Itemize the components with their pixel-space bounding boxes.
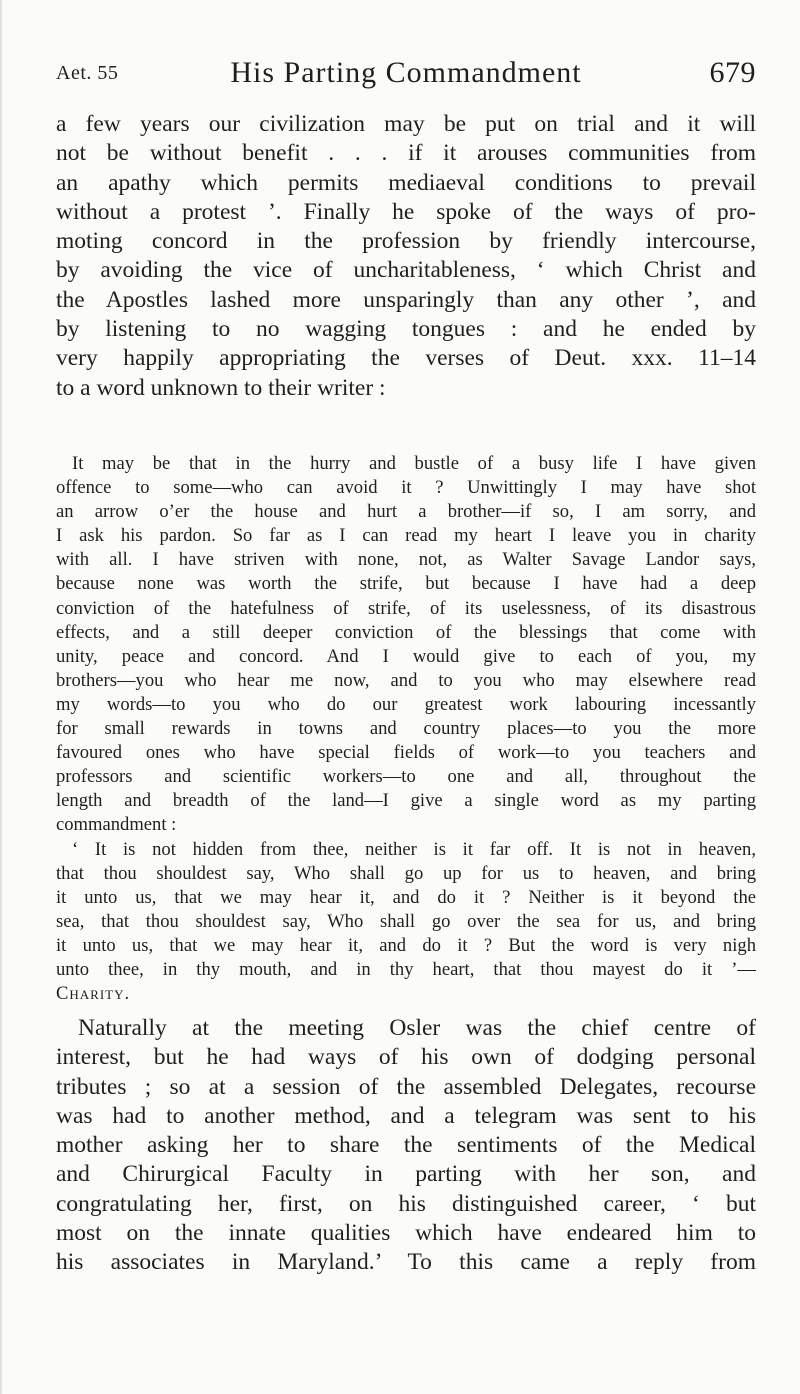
page-number: 679 <box>709 56 756 89</box>
text-line: very happily appropriating the verses of Deut. xxx. 11–14 <box>56 345 756 372</box>
text-line: and Chirurgical Faculty in parting with her son, and <box>56 1161 756 1188</box>
text-line: not be without benefit . . . if it arouses communities from <box>56 140 756 167</box>
quote-line: conviction of the hatefulness of strife, of its uselessness, of its disastrous <box>56 597 756 619</box>
quote-line: it unto us, that we may hear it, and do it ? Neither is it beyond the <box>56 886 756 908</box>
text-line: an apathy which permits mediaeval conditions to prevail <box>56 169 756 196</box>
text-line: his associates in Maryland.’ To this came a reply from <box>56 1249 756 1276</box>
quote-line: my words—to you who do our greatest work labouring incessantly <box>56 693 756 715</box>
paragraph-continuation <box>56 110 756 403</box>
quote-line: ‘ It is not hidden from thee, neither is it far off. It is not in heaven, <box>72 838 756 860</box>
text-line: by listening to no wagging tongues : and he ended by <box>56 316 756 343</box>
quote-line: unto thee, in thy mouth, and in thy heart, that thou mayest do it ’— <box>56 958 756 980</box>
quote-line: effects, and a still deeper conviction of the blessings that come with <box>56 621 756 643</box>
quote-line: it unto us, that we may hear it, and do it ? But the word is very nigh <box>56 934 756 956</box>
quote-line: for small rewards in towns and country places—to you the more <box>56 718 756 740</box>
quote-line: that thou shouldest say, Who shall go up for us to heaven, and bring <box>56 862 756 884</box>
text-line: by avoiding the vice of uncharitableness, ‘ which Christ and <box>56 257 756 284</box>
quote-line: with all. I have striven with none, not, as Walter Savage Landor says, <box>56 549 756 571</box>
quote-line: commandment : <box>56 814 177 836</box>
quote-line: offence to some—who can avoid it ? Unwittingly I may have shot <box>56 477 756 499</box>
block-quote <box>56 452 756 1006</box>
running-header <box>56 56 756 96</box>
quote-line: sea, that thou shouldest say, Who shall go over the sea for us, and bring <box>56 910 756 932</box>
paragraph-naturally <box>56 1014 756 1278</box>
quote-line: brothers—you who hear me now, and to you who may elsewhere read <box>56 669 756 691</box>
text-line: to a word unknown to their writer : <box>56 374 386 401</box>
quote-line: It may be that in the hurry and bustle of a busy life I have given <box>72 453 756 474</box>
quote-line: I ask his pardon. So far as I can read my heart I leave you in charity <box>56 525 756 547</box>
quote-line: unity, peace and concord. And I would give to each of you, my <box>56 645 756 667</box>
text-line: moting concord in the profession by friendly intercourse, <box>56 228 756 255</box>
text-line: interest, but he had ways of his own of dodging personal <box>56 1044 756 1071</box>
text-line: tributes ; so at a session of the assembled Delegates, recourse <box>56 1073 756 1100</box>
quote-signoff: Charity. <box>56 983 131 1005</box>
page-gutter-shadow <box>0 0 3 1394</box>
text-line: Naturally at the meeting Osler was the chief centre of <box>78 1015 756 1041</box>
running-head-age: Aet. 55 <box>56 62 119 84</box>
text-line: without a protest ’. Finally he spoke of the ways of pro- <box>56 198 756 225</box>
running-head-title: His Parting Commandment <box>230 56 582 89</box>
text-line: congratulating her, first, on his distinguished career, ‘ but <box>56 1190 756 1217</box>
quote-line: length and breadth of the land—I give a single word as my parting <box>56 790 756 812</box>
quote-line: because none was worth the strife, but because I have had a deep <box>56 573 756 595</box>
text-line: a few years our civilization may be put on trial and it will <box>56 111 756 137</box>
text-line: the Apostles lashed more unsparingly than any other ’, and <box>56 286 756 313</box>
quote-line: favoured ones who have special fields of work—to you teachers and <box>56 742 756 764</box>
text-line: most on the innate qualities which have endeared him to <box>56 1220 756 1247</box>
quote-line: an arrow o’er the house and hurt a brother—if so, I am sorry, and <box>56 501 756 523</box>
text-line: mother asking her to share the sentiments of the Medical <box>56 1132 756 1159</box>
text-line: was had to another method, and a telegram was sent to his <box>56 1102 756 1129</box>
quote-line: professors and scientific workers—to one and all, throughout the <box>56 766 756 788</box>
